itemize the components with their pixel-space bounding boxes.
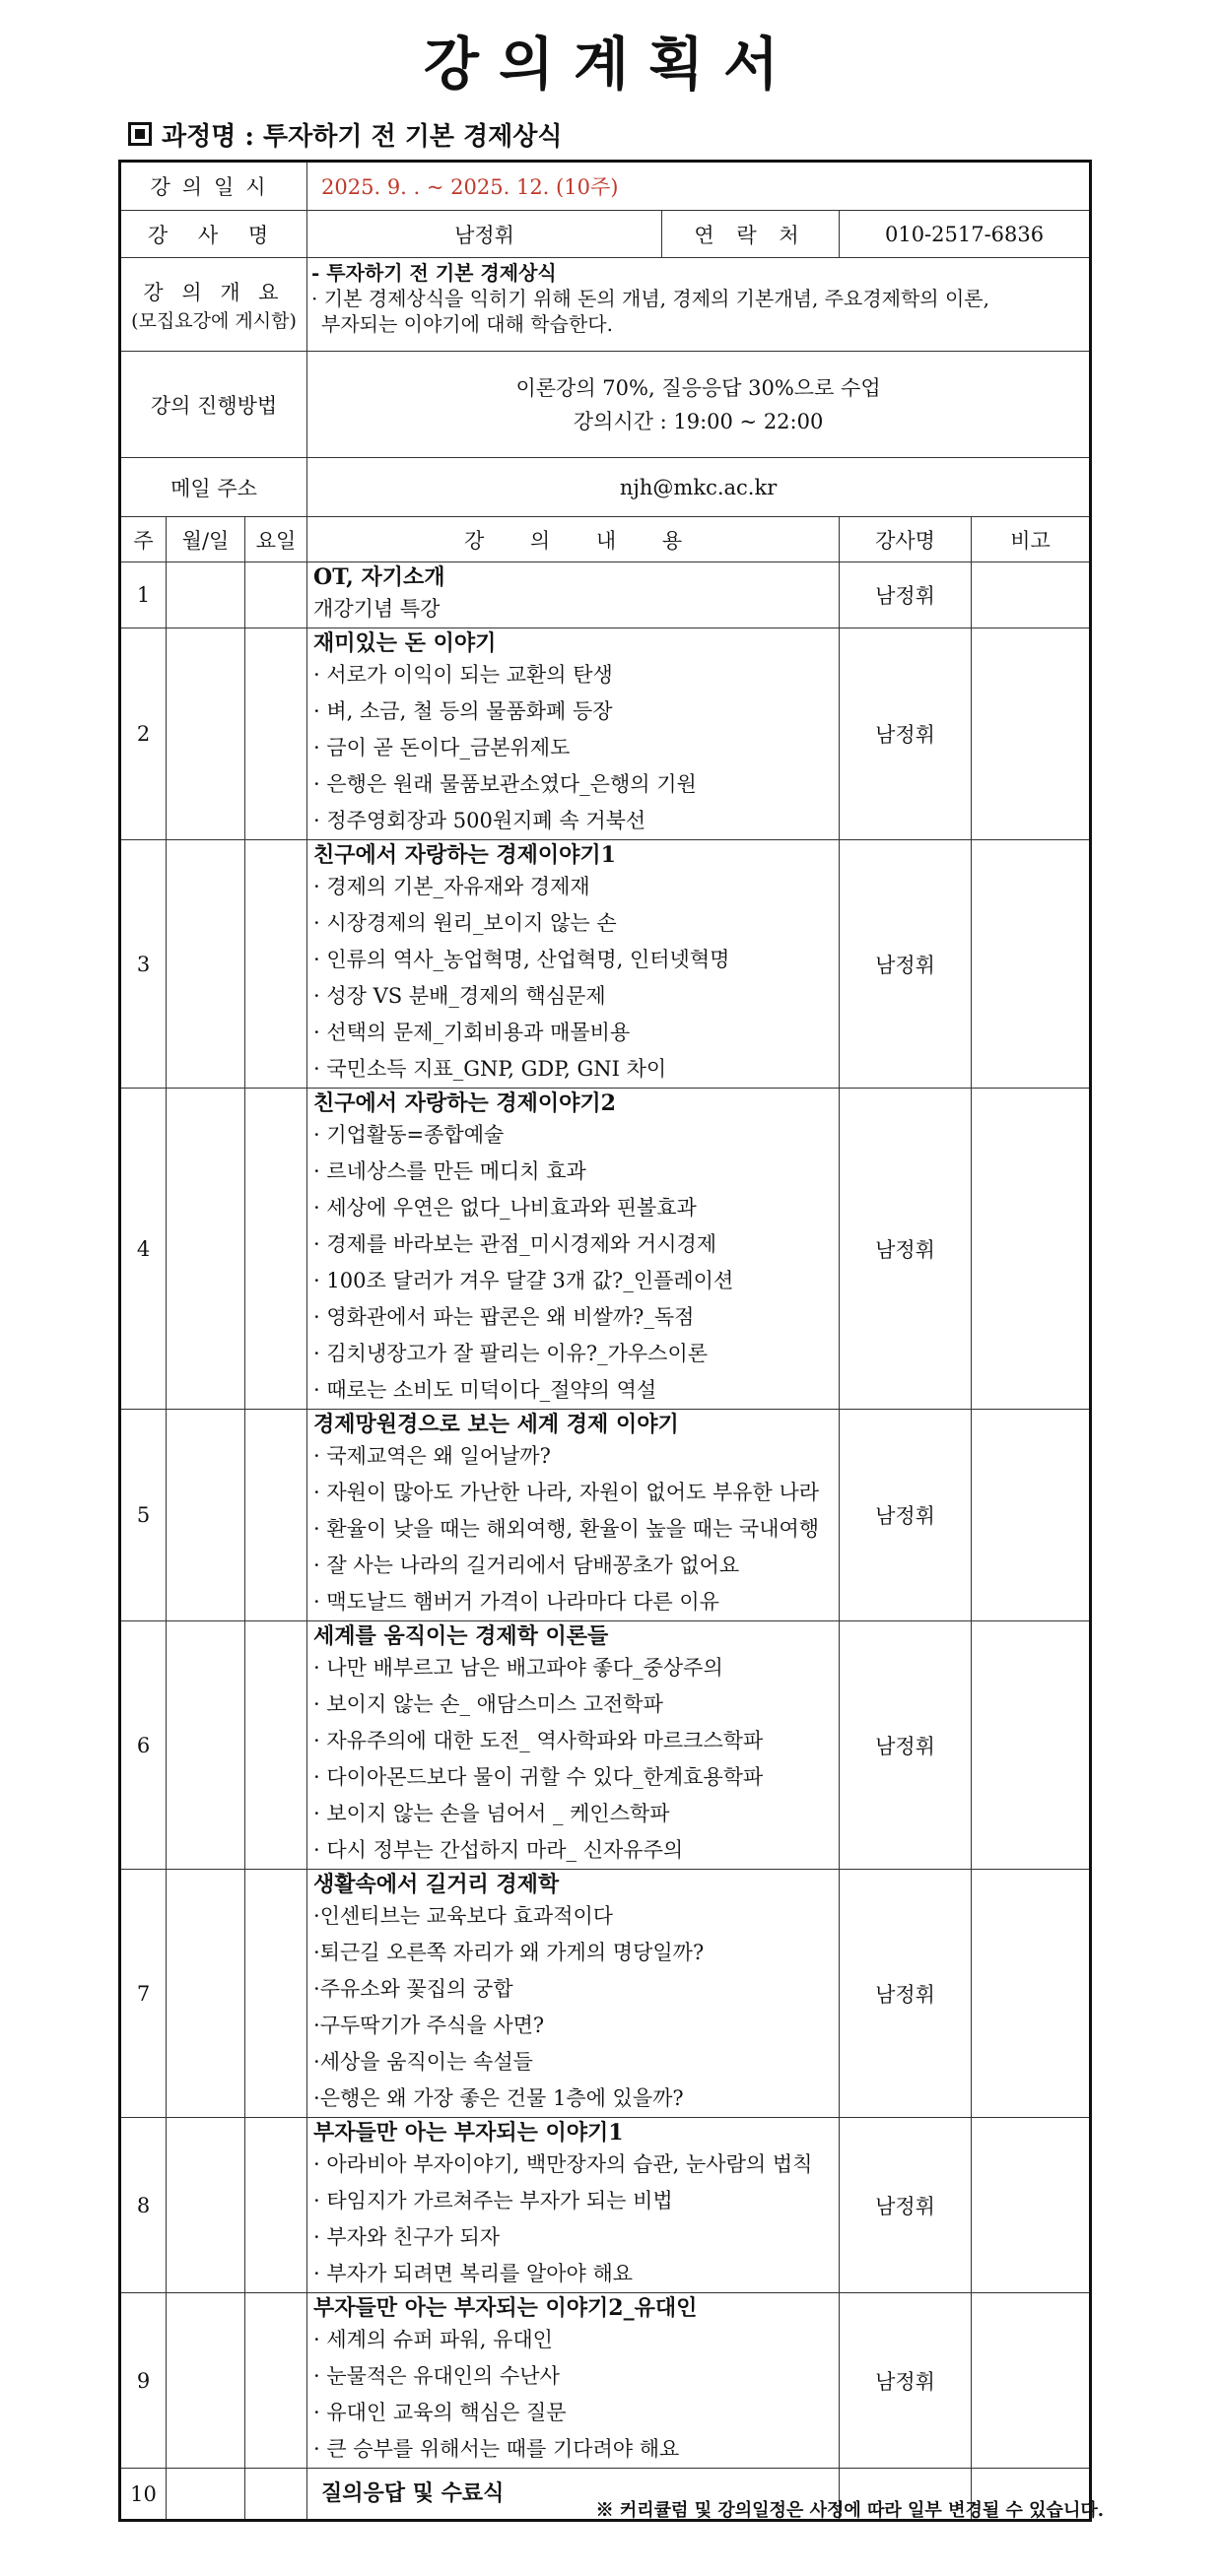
email-value: njh@mkc.ac.kr	[307, 458, 1091, 517]
period-row	[120, 162, 1091, 211]
col-date: 월/일	[167, 517, 245, 562]
week-day	[245, 840, 307, 1089]
week-content	[307, 2118, 840, 2293]
week-note	[972, 1870, 1091, 2118]
week-date	[167, 1089, 245, 1410]
week-number: 5	[120, 1410, 167, 1621]
week-topic-item: · 서로가 이익이 되는 교환의 탄생	[313, 663, 613, 687]
week-topic-item: · 나만 배부르고 남은 배고파야 좋다_중상주의	[313, 1656, 723, 1680]
week-topic-item: · 경제를 바라보는 관점_미시경제와 거시경제	[313, 1232, 717, 1256]
week-topic-item: ·퇴근길 오른쪽 자리가 왜 가게의 명당일까?	[313, 1941, 705, 1964]
week-topic-item: · 자원이 많아도 가난한 나라, 자원이 없어도 부유한 나라	[313, 1481, 820, 1504]
week-content	[307, 562, 840, 628]
week-topic-item: · 보이지 않는 손을 넘어서 _ 케인스학파	[313, 1802, 670, 1825]
instructor-value: 남정휘	[307, 211, 662, 258]
course-name-text: 과정명 : 투자하기 전 기본 경제상식	[162, 122, 563, 152]
week-topic-title: 경제망원경으로 보는 세계 경제 이야기	[313, 1412, 679, 1437]
week-topic-title: 생활속에서 길거리 경제학	[313, 1872, 560, 1897]
square-bullet-icon	[128, 122, 152, 146]
week-row	[120, 2118, 1091, 2293]
week-date	[167, 1410, 245, 1621]
week-day	[245, 2118, 307, 2293]
method-row	[120, 352, 1091, 458]
week-topic-item: · 눈물적은 유대인의 수난사	[313, 2364, 560, 2388]
week-topic-item: · 국제교역은 왜 일어날까?	[313, 1444, 551, 1468]
week-topic-item: ·은행은 왜 가장 좋은 건물 1층에 있을까?	[313, 2086, 684, 2110]
week-topic-item: ·구두딱기가 주식을 사면?	[313, 2014, 545, 2037]
week-day	[245, 2293, 307, 2469]
week-date	[167, 2469, 245, 2521]
week-rows	[120, 562, 1091, 2521]
week-number: 9	[120, 2293, 167, 2469]
week-note	[972, 562, 1091, 628]
week-topic-item: · 세상에 우연은 없다_나비효과와 핀볼효과	[313, 1196, 697, 1220]
week-row	[120, 1089, 1091, 1410]
col-note: 비고	[972, 517, 1091, 562]
week-number: 1	[120, 562, 167, 628]
week-day	[245, 1089, 307, 1410]
week-topic-item: · 타임지가 가르쳐주는 부자가 되는 비법	[313, 2189, 673, 2213]
week-row	[120, 840, 1091, 1089]
week-topic-title: 부자들만 아는 부자되는 이야기2_유대인	[313, 2295, 698, 2321]
instructor-label: 강 사 명	[120, 211, 307, 258]
week-topic-item: · 부자가 되려면 복리를 알아야 해요	[313, 2262, 634, 2285]
method-line1: 이론강의 70%, 질응응답 30%으로 수업	[515, 375, 881, 400]
week-topic-title: OT, 자기소개	[313, 564, 445, 590]
week-topic-item: · 아라비아 부자이야기, 백만장자의 습관, 눈사람의 법칙	[313, 2152, 813, 2176]
week-number: 10	[120, 2469, 167, 2521]
week-topic-item: · 자유주의에 대한 도전_ 역사학파와 마르크스학파	[313, 1729, 764, 1752]
week-note	[972, 2293, 1091, 2469]
week-topic-item: · 경제의 기본_자유재와 경제재	[313, 875, 590, 898]
week-day	[245, 562, 307, 628]
overview-content	[307, 258, 1091, 352]
week-topic-item: · 김치냉장고가 잘 팔리는 이유?_가우스이론	[313, 1342, 709, 1365]
method-content	[307, 352, 1091, 458]
week-topic-item: · 기업활동=종합예술	[313, 1123, 505, 1147]
overview-line2: · 기본 경제상식을 익히기 위해 돈의 개념, 경제의 기본개념, 주요경제학의 이론,	[311, 287, 989, 310]
week-day	[245, 628, 307, 840]
week-topic-item: · 인류의 역사_농업혁명, 산업혁명, 인터넷혁명	[313, 948, 730, 971]
week-content	[307, 840, 840, 1089]
contact-label: 연 락 처	[662, 211, 840, 258]
week-content	[307, 2293, 840, 2469]
week-topic-item: · 유대인 교육의 핵심은 질문	[313, 2401, 567, 2424]
week-topic-item: · 다시 정부는 간섭하지 마라_ 신자유주의	[313, 1838, 684, 1862]
syllabus-table	[118, 160, 1092, 2522]
week-number: 6	[120, 1621, 167, 1870]
week-note	[972, 2118, 1091, 2293]
overview-line3: 부자되는 이야기에 대해 학습한다.	[321, 312, 613, 336]
overview-line1: - 투자하기 전 기본 경제상식	[311, 261, 557, 285]
week-instructor: 남정휘	[840, 628, 972, 840]
week-content	[307, 1621, 840, 1870]
week-topic-item: · 잘 사는 나라의 길거리에서 담배꽁초가 없어요	[313, 1553, 740, 1577]
col-week: 주	[120, 517, 167, 562]
col-instructor: 강사명	[840, 517, 972, 562]
week-date	[167, 1870, 245, 2118]
week-instructor: 남정휘	[840, 1410, 972, 1621]
week-topic-item: · 시장경제의 원리_보이지 않는 손	[313, 911, 617, 935]
week-day	[245, 1870, 307, 2118]
week-topic-item: · 르네상스를 만든 메디치 효과	[313, 1159, 586, 1183]
week-date	[167, 2118, 245, 2293]
contact-value: 010-2517-6836	[840, 211, 1091, 258]
week-date	[167, 2293, 245, 2469]
week-number: 3	[120, 840, 167, 1089]
week-number: 2	[120, 628, 167, 840]
method-line2: 강의시간 : 19:00 ~ 22:00	[573, 409, 824, 433]
week-topic-item: ·주유소와 꽃집의 궁합	[313, 1977, 513, 2001]
week-number: 8	[120, 2118, 167, 2293]
week-instructor: 남정휘	[840, 1089, 972, 1410]
page-title: 강의계획서	[423, 31, 799, 98]
week-topic-item: · 성장 VS 분배_경제의 핵심문제	[313, 984, 606, 1008]
week-date	[167, 840, 245, 1089]
week-row	[120, 1621, 1091, 1870]
overview-label-cell	[120, 258, 307, 352]
week-topic-item: · 환율이 낮을 때는 해외여행, 환율이 높을 때는 국내여행	[313, 1517, 820, 1541]
week-note	[972, 840, 1091, 1089]
week-row	[120, 562, 1091, 628]
week-topic-item: · 세계의 슈퍼 파워, 유대인	[313, 2328, 553, 2351]
week-topic-item: · 다이아몬드보다 물이 귀할 수 있다_한계효용학파	[313, 1765, 764, 1789]
week-topic-item: · 벼, 소금, 철 등의 물품화폐 등장	[313, 699, 613, 723]
week-topic-title: 친구에서 자랑하는 경제이야기2	[313, 1090, 616, 1116]
period-label: 강의일시	[120, 162, 307, 211]
week-topic-item: ·인센티브는 교육보다 효과적이다	[313, 1904, 614, 1928]
week-row	[120, 1870, 1091, 2118]
week-row	[120, 628, 1091, 840]
week-topic-title: 친구에서 자랑하는 경제이야기1	[313, 842, 616, 868]
period-value: 2025. 9. . ~ 2025. 12. (10주)	[307, 162, 1091, 211]
week-topic-item: · 금이 곧 돈이다_금본위제도	[313, 736, 571, 760]
overview-label: 강 의 개 요	[143, 280, 285, 304]
week-content	[307, 1089, 840, 1410]
email-row	[120, 458, 1091, 517]
week-number: 7	[120, 1870, 167, 2118]
week-topic-title: 재미있는 돈 이야기	[313, 630, 497, 656]
week-date	[167, 562, 245, 628]
week-content	[307, 1870, 840, 2118]
week-note	[972, 1621, 1091, 1870]
week-instructor: 남정휘	[840, 562, 972, 628]
week-topic-item: · 맥도날드 햄버거 가격이 나라마다 다른 이유	[313, 1590, 719, 1614]
course-name	[128, 116, 562, 153]
week-day	[245, 1410, 307, 1621]
week-topic-item: · 영화관에서 파는 팝콘은 왜 비쌀까?_독점	[313, 1305, 695, 1329]
week-instructor: 남정휘	[840, 1621, 972, 1870]
week-content	[307, 628, 840, 840]
week-topic-item: · 100조 달러가 겨우 달걀 3개 값?_인플레이션	[313, 1269, 734, 1292]
column-header-row	[120, 517, 1091, 562]
week-topic-item: · 때로는 소비도 미덕이다_절약의 역설	[313, 1378, 657, 1402]
week-row	[120, 2293, 1091, 2469]
week-topic-title: 질의응답 및 수료식	[321, 2480, 505, 2506]
week-topic-item: · 큰 승부를 위해서는 때를 기다려야 해요	[313, 2437, 680, 2461]
week-topic-item: · 선택의 문제_기회비용과 매몰비용	[313, 1021, 631, 1044]
week-topic-item: · 부자와 친구가 되자	[313, 2225, 501, 2249]
col-day: 요일	[245, 517, 307, 562]
week-content	[307, 1410, 840, 1621]
week-topic-item: · 국민소득 지표_GNP, GDP, GNI 차이	[313, 1057, 667, 1081]
week-instructor: 남정휘	[840, 2118, 972, 2293]
week-topic-item: · 정주영회장과 500원지폐 속 거북선	[313, 809, 646, 832]
week-date	[167, 628, 245, 840]
week-instructor: 남정휘	[840, 840, 972, 1089]
week-note	[972, 1089, 1091, 1410]
week-note	[972, 1410, 1091, 1621]
instructor-row	[120, 211, 1091, 258]
week-topic-title: 부자들만 아는 부자되는 이야기1	[313, 2120, 624, 2146]
week-topic-item: 개강기념 특강	[313, 597, 441, 621]
week-topic-item: · 보이지 않는 손_ 애담스미스 고전학파	[313, 1692, 663, 1716]
overview-sublabel: (모집요강에 게시함)	[131, 309, 297, 332]
footer-note: ※ 커리큘럼 및 강의일정은 사정에 따라 일부 변경될 수 있습니다.	[595, 2500, 1104, 2521]
col-content: 강 의 내 용	[307, 517, 840, 562]
week-topic-title: 세계를 움직이는 경제학 이론들	[313, 1623, 609, 1649]
week-day	[245, 1621, 307, 1870]
week-date	[167, 1621, 245, 1870]
week-topic-item: · 은행은 원래 물품보관소였다_은행의 기원	[313, 772, 697, 796]
week-instructor: 남정휘	[840, 2293, 972, 2469]
week-row	[120, 1410, 1091, 1621]
overview-row	[120, 258, 1091, 352]
week-note	[972, 628, 1091, 840]
week-instructor: 남정휘	[840, 1870, 972, 2118]
week-topic-item: ·세상을 움직이는 속설들	[313, 2050, 533, 2074]
week-number: 4	[120, 1089, 167, 1410]
method-label: 강의 진행방법	[120, 352, 307, 458]
email-label: 메일 주소	[120, 458, 307, 517]
week-day	[245, 2469, 307, 2521]
